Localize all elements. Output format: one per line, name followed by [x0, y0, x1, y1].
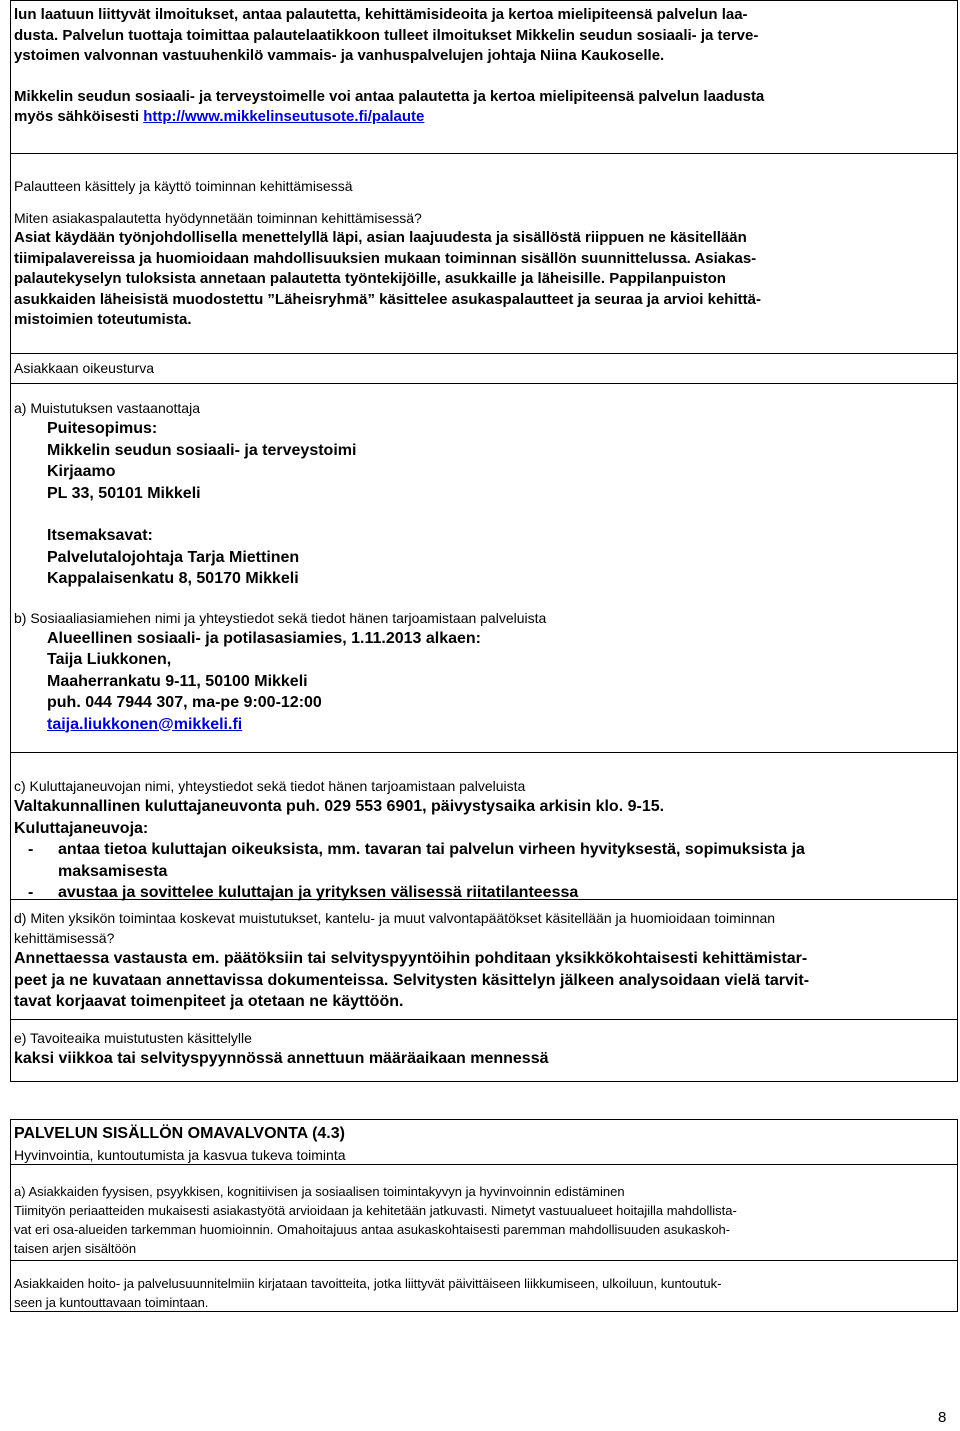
- consumer-advisor-label: c) Kuluttajaneuvojan nimi, yhteystiedot sekä tiedot hänen tarjoamistaan palveluista: [14, 778, 526, 794]
- intro-line-1: lun laatuun liittyvät ilmoitukset, antaa palautetta, kehittämisideoita ja kertoa mielipiteensä palvelun laa-: [14, 6, 748, 23]
- feedback-heading: Palautteen käsittely ja käyttö toiminnan kehittämisessä: [14, 178, 353, 194]
- consumer-item-2: avustaa ja sovittelee kuluttajan ja yrityksen välisessä riitatilanteessa: [58, 884, 579, 901]
- social-ombudsman-label: b) Sosiaaliasiamiehen nimi ja yhteystiedot sekä tiedot hänen tarjoamistaan palveluista: [14, 609, 547, 626]
- feedback-line-5: mistoimien toteutumista.: [14, 311, 192, 329]
- consumer-line-2: Kuluttajaneuvoja:: [14, 819, 149, 837]
- self-payer-line-2: Palvelutalojohtaja Tarja Miettinen: [47, 548, 300, 566]
- care-plan-box: [10, 1261, 958, 1312]
- self-payer-line-1: Itsemaksavat:: [47, 527, 153, 544]
- wellbeing-line-2: vat eri osa-alueiden tarkemman huomioinnin. Omahoitajuus antaa asukaskohtaisesti paremman mahdollisuuden asukaskoh-: [14, 1222, 731, 1237]
- wellbeing-line-3: taisen arjen sisältöön: [14, 1241, 137, 1256]
- feedback-link[interactable]: http://www.mikkelinseutusote.fi/palaute: [143, 108, 425, 126]
- intro-line-3: ystoimen valvonnan vastuuhenkilö vammais- ja vanhuspalvelujen johtaja Niina Kaukoselle.: [14, 47, 665, 65]
- recipient-line-3: Kirjaamo: [47, 463, 116, 480]
- wellbeing-box: [10, 1165, 958, 1261]
- ombudsman-line-3: Maaherrankatu 9-11, 50100 Mikkeli: [47, 672, 308, 690]
- ombudsman-email-link[interactable]: taija.liukkonen@mikkeli.fi: [47, 715, 243, 733]
- consumer-list-item: [14, 839, 955, 882]
- consumer-item-1-line-2: maksamisesta: [58, 862, 168, 880]
- complaints-label-line-1: d) Miten yksikön toimintaa koskevat muistutukset, kantelu- ja muut valvontapäätökset käsitellään ja huomioidaan toiminnan: [14, 910, 776, 926]
- complaint-recipient-label: a) Muistutuksen vastaanottaja: [14, 400, 200, 416]
- target-time-label: e) Tavoiteaika muistutusten käsittelylle: [14, 1030, 252, 1046]
- consumer-item-1-line-1: antaa tietoa kuluttajan oikeuksista, mm. tavaran tai palvelun virheen hyvityksestä, sopimuksista ja: [58, 841, 805, 858]
- list-dash: -: [28, 841, 34, 858]
- section-heading-box: [10, 1119, 958, 1165]
- intro-box: [10, 0, 958, 154]
- feedback-line-2: tiimipalavereissa ja huomioidaan mahdollisuuksien mukaan toiminnan sisällön suunnittelussa. Asiakas-: [14, 249, 757, 267]
- intro-p2-line-1: Mikkelin seudun sosiaali- ja terveystoimelle voi antaa palautetta ja kertoa mielipiteensä palvelun laadusta: [14, 87, 765, 105]
- target-time-value: kaksi viikkoa tai selvityspyynnössä annettuun määräaikaan mennessä: [14, 1050, 549, 1067]
- target-time-box: [10, 1020, 958, 1082]
- wellbeing-line-1: Tiimityön periaatteiden mukaisesti asiakastyötä arvioidaan ja kehitetään jatkuvasti. Nimetyt vastuualueet hoitajilla mahdollista-: [14, 1203, 737, 1218]
- intro-p2-line-2: [14, 107, 955, 128]
- document-page: [10, 0, 958, 1312]
- ombudsman-line-1: Alueellinen sosiaali- ja potilasasiamies, 1.11.2013 alkaen:: [47, 629, 482, 647]
- feedback-question: Miten asiakaspalautetta hyödynnetään toiminnan kehittämisessä?: [14, 210, 422, 226]
- intro-line-2: dusta. Palvelun tuottaja toimittaa palautelaatikkoon tulleet ilmoitukset Mikkelin seudun sosiaali- ja terve-: [14, 26, 759, 44]
- feedback-line-3: palautekyselyn tuloksista annetaan palautetta työntekijöille, asukkaille ja läheisille. Pappilanpuiston: [14, 270, 726, 288]
- feedback-line-1: Asiat käydään työnjohdollisella menettelyllä läpi, asian laajuudesta ja sisällöstä riippuen ne käsitellään: [14, 229, 747, 246]
- section-subtitle: Hyvinvointia, kuntoutumista ja kasvua tukeva toiminta: [14, 1146, 346, 1163]
- feedback-box: [10, 154, 958, 354]
- recipient-line-2: Mikkelin seudun sosiaali- ja terveystoimi: [47, 441, 357, 459]
- recipient-line-1: Puitesopimus:: [47, 420, 158, 437]
- recipient-line-4: PL 33, 50101 Mikkeli: [47, 484, 201, 502]
- ombudsman-line-4: puh. 044 7944 307, ma-pe 9:00-12:00: [47, 694, 322, 711]
- ombudsman-line-2: Taija Liukkonen,: [47, 651, 172, 668]
- complaints-line-1: Annettaessa vastausta em. päätöksiin tai selvityspyyntöihin pohditaan yksikkökohtaisesti kehittämistar-: [14, 950, 808, 967]
- self-payer-line-3: Kappalaisenkatu 8, 50170 Mikkeli: [47, 570, 299, 587]
- rights-heading-box: [10, 354, 958, 384]
- complaints-line-3: tavat korjaavat toimenpiteet ja otetaan ne käyttöön.: [14, 993, 404, 1010]
- consumer-box: [10, 753, 958, 900]
- care-plan-line-1: Asiakkaiden hoito- ja palvelusuunnitelmiin kirjataan tavoitteita, jotka liittyvät päivittäiseen liikkumiseen, ulkoiluun, kuntoutuk-: [14, 1276, 722, 1291]
- list-dash: -: [28, 884, 34, 901]
- wellbeing-label: a) Asiakkaiden fyysisen, psyykkisen, kognitiivisen ja sosiaalisen toimintakyvyn ja hyvinvoinnin edistäminen: [14, 1184, 625, 1199]
- consumer-line-1: Valtakunnallinen kuluttajaneuvonta puh. 029 553 6901, päivystysaika arkisin klo. 9-15.: [14, 798, 665, 815]
- complaints-label-line-2: kehittämisessä?: [14, 930, 115, 946]
- complaints-box: [10, 900, 958, 1020]
- section-title: PALVELUN SISÄLLÖN OMAVALVONTA (4.3): [14, 1125, 345, 1142]
- care-plan-line-2: seen ja kuntouttavaan toimintaan.: [14, 1295, 209, 1310]
- page-number: 8: [938, 1409, 947, 1426]
- complaints-line-2: peet ja ne kuvataan annettavissa dokumenteissa. Selvitysten käsittelyn jälkeen analysoidaan vielä tarvit-: [14, 971, 810, 989]
- feedback-line-4: asukkaiden läheisistä muodostettu ”Läheisryhmä” käsittelee asukaspalautteet ja seuraa ja arvioi kehittä-: [14, 290, 761, 308]
- rights-box: [10, 384, 958, 753]
- rights-heading: Asiakkaan oikeusturva: [14, 360, 155, 376]
- intro-p2-prefix: myös sähköisesti: [14, 108, 144, 126]
